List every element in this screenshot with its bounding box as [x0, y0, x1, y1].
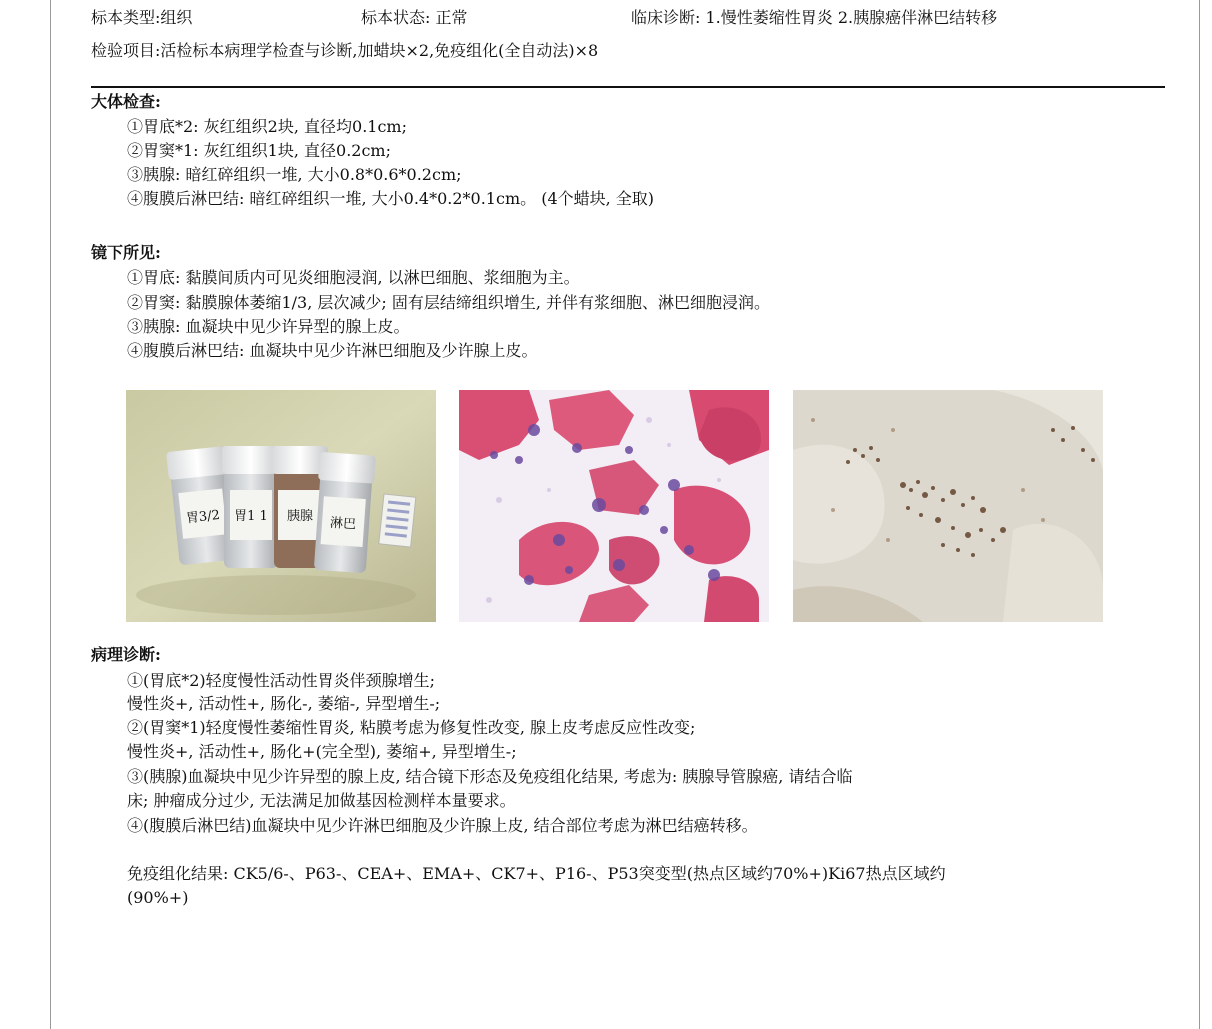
diagnosis-line: 慢性炎+, 活动性+, 肠化+(完全型), 萎缩+, 异型增生-;	[127, 742, 517, 761]
diagnosis-line: ②(胃窦*1)轻度慢性萎缩性胃炎, 粘膜考虑为修复性改变, 腺上皮考虑反应性改变;	[127, 718, 696, 737]
diagnosis-line: ①(胃底*2)轻度慢性活动性胃炎伴颈腺增生;	[127, 671, 436, 690]
diagnosis-line: ③(胰腺)血凝块中见少许异型的腺上皮, 结合镜下形态及免疫组化结果, 考虑为: 胰腺导管腺癌, 请结合临	[127, 767, 853, 786]
gross-line: ④腹膜后淋巴结: 暗红碎组织一堆, 大小0.4*0.2*0.1cm。 (4个蜡块, 全取)	[127, 189, 655, 208]
specimen-status: 标本状态: 正常	[361, 8, 468, 27]
ihc-stain-photo	[793, 390, 1103, 622]
ihc-results-cont: (90%+)	[127, 888, 189, 907]
diagnosis-title: 病理诊断:	[91, 645, 161, 664]
diagnosis-line: 慢性炎+, 活动性+, 肠化-, 萎缩-, 异型增生-;	[127, 694, 441, 713]
micro-title: 镜下所见:	[91, 243, 161, 262]
micro-line: ④腹膜后淋巴结: 血凝块中见少许淋巴细胞及少许腺上皮。	[127, 341, 538, 360]
bottle-label: 胃1 1	[234, 509, 268, 524]
bottle-label: 淋巴	[329, 515, 357, 533]
ihc-results: 免疫组化结果: CK5/6-、P63-、CEA+、EMA+、CK7+、P16-、P53突变型(热点区域约70%+)Ki67热点区域约	[127, 864, 946, 883]
specimen-bottles-photo	[126, 390, 436, 622]
micro-line: ③胰腺: 血凝块中见少许异型的腺上皮。	[127, 317, 410, 336]
gross-line: ②胃窦*1: 灰红组织1块, 直径0.2cm;	[127, 141, 391, 160]
he-histology-photo	[459, 390, 769, 622]
micro-line: ②胃窦: 黏膜腺体萎缩1/3, 层次减少; 固有层结缔组织增生, 并伴有浆细胞、淋巴细胞浸润。	[127, 293, 771, 312]
diagnosis-line: 床; 肿瘤成分过少, 无法满足加做基因检测样本量要求。	[127, 791, 516, 810]
test-items: 检验项目:活检标本病理学检查与诊断,加蜡块×2,免疫组化(全自动法)×8	[91, 41, 599, 60]
gross-line: ①胃底*2: 灰红组织2块, 直径均0.1cm;	[127, 117, 407, 136]
bottle-label: 胰腺	[286, 509, 314, 524]
report-page	[50, 0, 1200, 1029]
bottle-label: 胃3/2	[185, 507, 221, 527]
gross-line: ③胰腺: 暗红碎组织一堆, 大小0.8*0.6*0.2cm;	[127, 165, 462, 184]
header-divider	[91, 86, 1165, 88]
micro-line: ①胃底: 黏膜间质内可见炎细胞浸润, 以淋巴细胞、浆细胞为主。	[127, 268, 580, 287]
specimen-type: 标本类型:组织	[91, 8, 193, 27]
gross-title: 大体检查:	[91, 92, 161, 111]
clinical-diagnosis: 临床诊断: 1.慢性萎缩性胃炎 2.胰腺癌伴淋巴结转移	[631, 8, 998, 27]
diagnosis-line: ④(腹膜后淋巴结)血凝块中见少许淋巴细胞及少许腺上皮, 结合部位考虑为淋巴结癌转移。	[127, 816, 758, 835]
